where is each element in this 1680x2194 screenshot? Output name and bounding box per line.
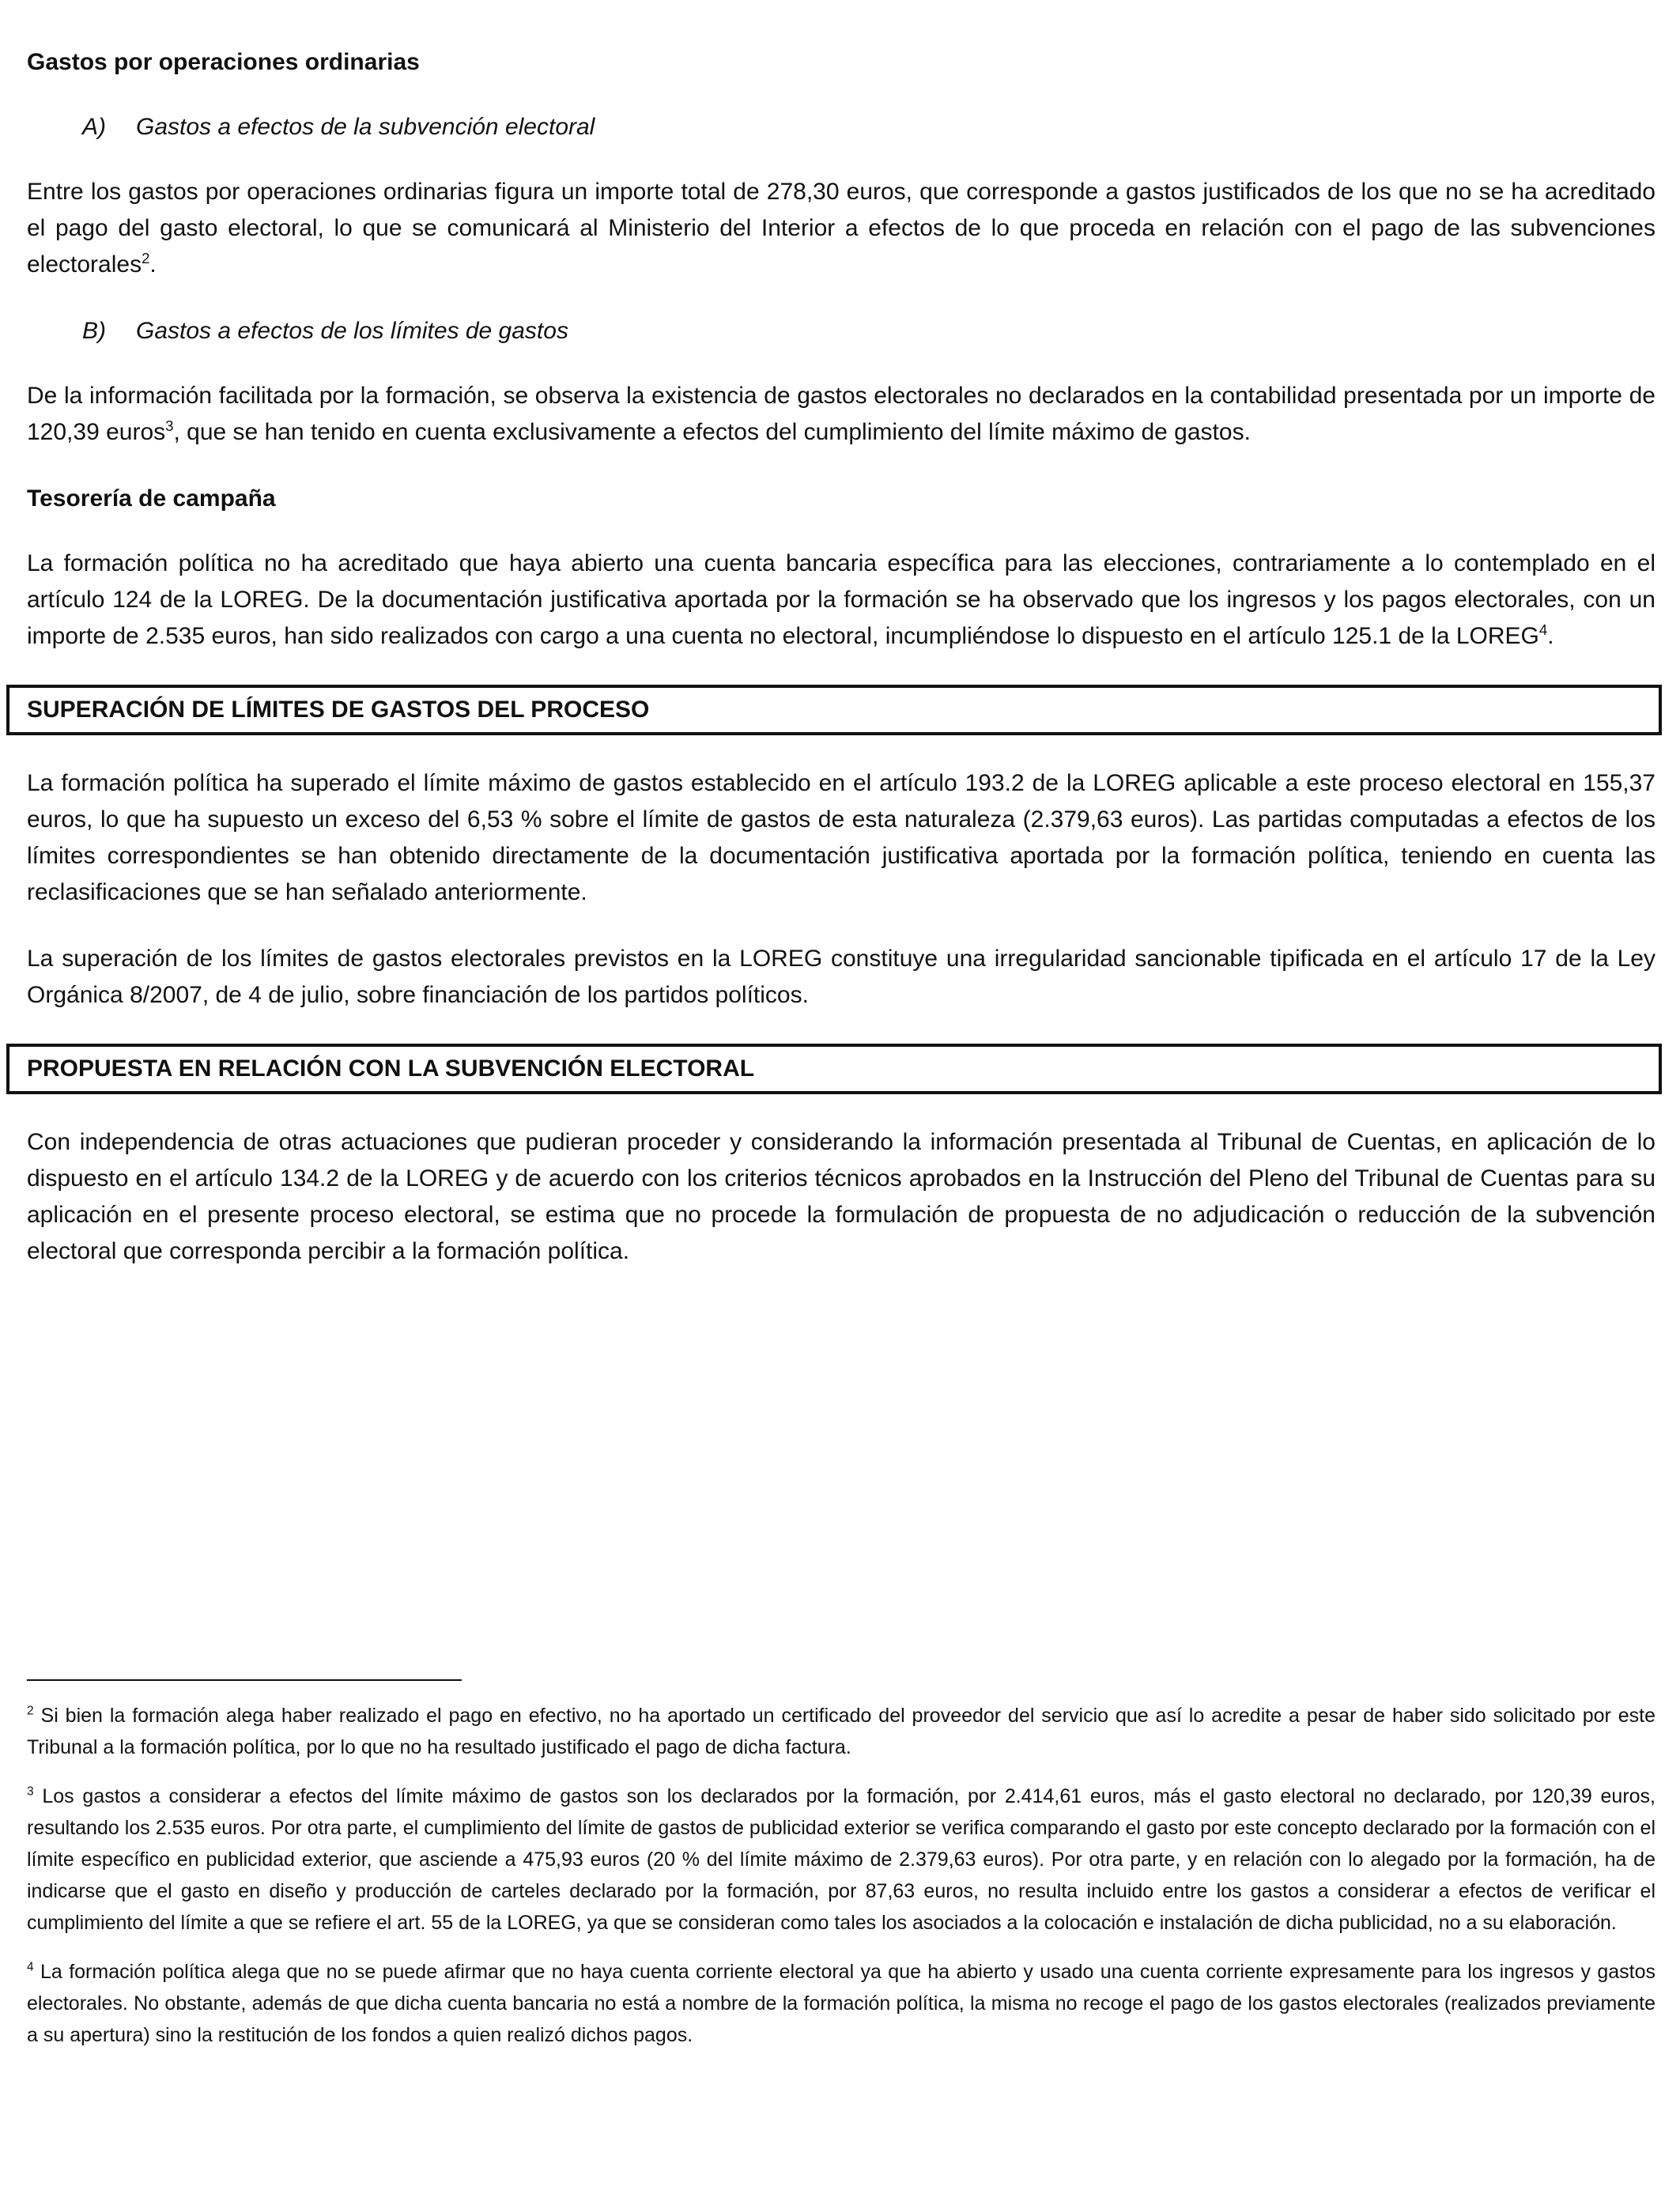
footnote-separator [27,1679,462,1681]
section-heading-gastos-ordinarias: Gastos por operaciones ordinarias [27,49,420,75]
footnote-ref-4[interactable]: 4 [1538,621,1548,638]
paragraph-superacion-1: La formación política ha superado el límite máximo de gastos establecido en el artículo 193.2 de la LOREG aplicable a este proceso electoral en 155,37 euros, lo que ha supuesto un exceso del 6,53 % sobre el límite de gastos de esta naturaleza (2.379,63 euros). Las partidas computadas a efectos de los límites correspondientes se han obtenido directamente de la documentación justificativa aportada por la formación política, teniendo en cuenta las reclasificaciones que se han señalado anteriormente. [27,770,1655,905]
paragraph-tesoreria: La formación política no ha acreditado que haya abierto una cuenta bancaria específica para las elecciones, contrariamente a lo contemplado en el artículo 124 de la LOREG. De la documentación justificativa aportada por la formación se ha observado que los ingresos y los pagos electorales, con un importe de 2.535 euros, han sido realizados con cargo a una cuenta no electoral, incumpliéndose lo dispuesto en el artículo 125.1 de la LOREG$^4$. [27,550,1655,649]
footnotes [27,1679,1655,2068]
section-heading-tesoreria: Tesorería de campaña [27,485,276,512]
footnote-number: 3 [27,1784,34,1799]
subheading-b-title: Gastos a efectos de los límites de gastos [136,318,568,344]
section-box-propuesta: PROPUESTA EN RELACIÓN CON LA SUBVENCIÓN ELECTORAL [6,1044,1662,1094]
document-body [27,44,1655,1300]
footnote-3 [27,1781,1655,1939]
footnote-4 [27,1956,1655,2051]
paragraph-propuesta: Con independencia de otras actuaciones que pudieran proceder y considerando la información presentada al Tribunal de Cuentas, en aplicación de lo dispuesto en el artículo 134.2 de la LOREG y de acuerdo con los criterios técnicos aprobados en la Instrucción del Pleno del Tribunal de Cuentas para su aplicación en el presente proceso electoral, se estima que no procede la formulación de propuesta de no adjudicación o reducción de la subvención electoral que corresponda percibir a la formación política. [27,1129,1655,1264]
paragraph-superacion-2: La superación de los límites de gastos electorales previstos en la LOREG constituye una irregularidad sancionable tipificada en el artículo 17 de la Ley Orgánica 8/2007, de 4 de julio, sobre financiación de los partidos políticos. [27,946,1655,1008]
footnote-number: 4 [27,1960,34,1974]
paragraph-limites: De la información facilitada por la formación, se observa la existencia de gastos electorales no declarados en la contabilidad presentada por un importe de 120,39 euros$^3$, que se han tenido en cuenta exclusivamente a efectos del cumplimiento del límite máximo de gastos. [27,383,1655,445]
section-box-superacion: SUPERACIÓN DE LÍMITES DE GASTOS DEL PROCESO [6,685,1662,735]
subheading-a-title: Gastos a efectos de la subvención electoral [136,114,595,140]
footnote-text: Si bien la formación alega haber realizado el pago en efectivo, no ha aportado un certificado del proveedor del servicio que así lo acredite a pesar de haber sido solicitado por este Tribunal a la formación política, por lo que no ha resultado justificado el pago de dicha factura. [27,1705,1655,1758]
subheading-a [27,109,1655,145]
footnote-ref-2[interactable]: 2 [142,250,150,266]
subheading-b-letter: B) [82,318,106,344]
subheading-a-letter: A) [82,114,106,140]
footnote-text: La formación política alega que no se puede afirmar que no haya cuenta corriente electoral ya que ha abierto y usado una cuenta corriente expresamente para los ingresos y gastos electorales. No obstante, además de que dicha cuenta bancaria no está a nombre de la formación política, la misma no recoge el pago de los gastos electorales (realizados previamente a su apertura) sino la restitución de los fondos a quien realizó dichos pagos. [27,1961,1655,2046]
paragraph-subvencion: Entre los gastos por operaciones ordinarias figura un importe total de 278,30 euros, que corresponde a gastos justificados de los que no se ha acreditado el pago del gasto electoral, lo que se comunicará al Ministerio del Interior a efectos de lo que proceda en relación con el pago de las subvenciones electorales$^2$. [27,179,1655,278]
footnote-ref-3[interactable]: 3 [165,417,174,434]
footnote-text: Los gastos a considerar a efectos del límite máximo de gastos son los declarados por la formación, por 2.414,61 euros, más el gasto electoral no declarado, por 120,39 euros, resultando los 2.535 euros. Por otra parte, el cumplimiento del límite de gastos de publicidad exterior se verifica comparando el gasto por este concepto declarado por la formación con el límite específico en publicidad exterior, que asciende a 475,93 euros (20 % del límite máximo de 2.379,63 euros). Por otra parte, y en relación con lo alegado por la formación, ha de indicarse que el gasto en diseño y producción de carteles declarado por la formación, por 87,63 euros, no resulta incluido entre los gastos a considerar a efectos de verificar el cumplimiento del límite a que se refiere el art. 55 de la LOREG, ya que se consideran como tales los asociados a la colocación e instalación de dicha publicidad, no a su elaboración. [27,1785,1655,1934]
footnote-2 [27,1700,1655,1763]
subheading-b [27,313,1655,349]
footnote-number: 2 [27,1704,34,1718]
